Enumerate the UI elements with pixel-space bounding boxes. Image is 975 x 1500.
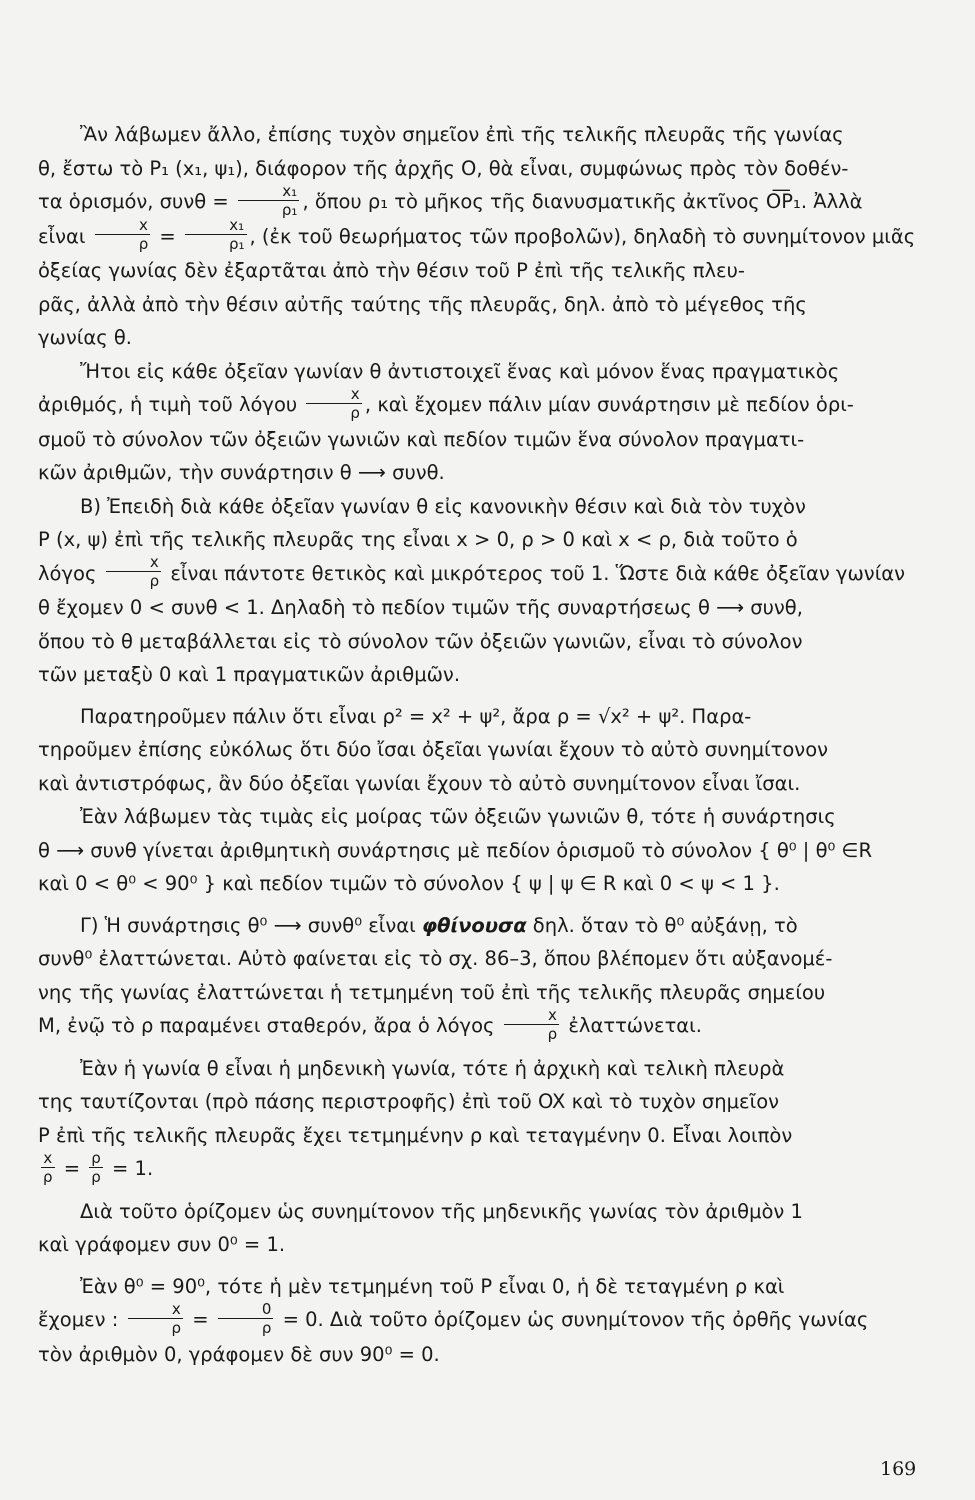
numerator: x₁ <box>238 184 300 201</box>
fraction <box>95 218 151 252</box>
text-line: M, ἐνῷ τὸ ρ παραμένει σταθερόν, ἄρα ὁ λόγος <box>38 1014 495 1037</box>
numerator: x₁ <box>185 218 247 235</box>
text-line: δηλ. ὅταν τὸ θ⁰ αὐξάνῃ, τὸ <box>532 913 798 937</box>
numerator: x <box>41 1151 55 1168</box>
denominator: ρ <box>350 403 360 422</box>
paragraph-2 <box>38 355 922 490</box>
text-line: , ὅπου ρ₁ τὸ μῆκος τῆς διανυσματικῆς ἀκτῖνος O͞P₁. Ἀλλὰ <box>302 190 863 213</box>
numerator: x <box>95 218 151 235</box>
text-line: P (x, ψ) ἐπὶ τῆς τελικῆς πλευρᾶς της εἶναι x > 0, ρ > 0 καὶ x < ρ, διὰ τοῦτο ὁ <box>38 528 798 551</box>
text-line: ἐλαττώνεται. <box>568 1014 702 1037</box>
equation-result: = 1. <box>112 1157 154 1180</box>
text-line: Ἐὰν λάβωμεν τὰς τιμὰς εἰς μοίρας τῶν ὀξειῶν γωνιῶν θ, τότε ἡ συνάρτησις <box>80 805 836 828</box>
text-line: ἀριθμός, ἡ τιμὴ τοῦ λόγου <box>38 393 298 416</box>
fraction <box>128 1299 184 1337</box>
text-line: τηροῦμεν ἐπίσης εὐκόλως ὅτι δύο ἴσαι ὀξεῖαι γωνίαι ἔχουν τὸ αὐτὸ συνημίτονον <box>38 738 829 761</box>
numerator: x <box>504 1008 560 1025</box>
text-line: κῶν ἀριθμῶν, τὴν συνάρτησιν θ ⟶ συνθ. <box>38 461 445 484</box>
text-line: Ἂν λάβωμεν ἄλλο, ἐπίσης τυχὸν σημεῖον ἐπὶ τῆς τελικῆς πλευρᾶς τῆς γωνίας <box>80 123 844 146</box>
text-line: Ἤτοι εἰς κάθε ὀξεῖαν γωνίαν θ ἀντιστοιχεῖ ἕνας καὶ μόνον ἕνας πραγματικὸς <box>80 359 840 383</box>
fraction <box>41 1148 55 1186</box>
text-line: καὶ 0 < θ⁰ < 90⁰ } καὶ πεδίον τιμῶν τὸ σύνολον { ψ | ψ ∈ R καὶ 0 < ψ < 1 }. <box>38 872 780 895</box>
text-line: Διὰ τοῦτο ὁρίζομεν ὡς συνημίτονον τῆς μηδενικῆς γωνίας τὸν ἀριθμὸν 1 <box>80 1199 803 1223</box>
fraction <box>218 1299 274 1337</box>
paragraph-1 <box>38 118 922 355</box>
bold-term: φθίνουσα <box>421 913 527 937</box>
denominator: ρ <box>261 1318 272 1337</box>
equals-sign: = <box>192 1308 209 1331</box>
fraction <box>106 555 162 589</box>
numerator: x <box>106 555 162 572</box>
numerator: x <box>128 1302 184 1319</box>
text-line: , καὶ ἔχομεν πάλιν μίαν συνάρτησιν μὲ πεδίον ὁρι- <box>364 393 854 416</box>
denominator: ρ <box>138 235 149 253</box>
equation-line <box>38 1148 922 1187</box>
text-line: = 0. Διὰ τοῦτο ὁρίζομεν ὡς συνημίτονον τῆς ὀρθῆς γωνίας <box>282 1308 869 1331</box>
page-body <box>38 118 922 1371</box>
fraction <box>306 384 362 422</box>
denominator: ρ <box>149 572 160 590</box>
text-line: Ἐὰν θ⁰ = 90⁰, τότε ἡ μὲν τετμημένη τοῦ P εἶναι 0, ἡ δὲ τεταγμένη ρ καὶ <box>80 1274 785 1298</box>
text-line: συνθ⁰ ἐλαττώνεται. Αὐτὸ φαίνεται εἰς τὸ σχ. 86–3, ὅπου βλέπομεν ὅτι αὐξανομέ- <box>38 947 833 970</box>
paragraph-6 <box>38 909 922 1044</box>
paragraph-9 <box>38 1270 922 1372</box>
text-line: λόγος <box>38 561 97 585</box>
denominator: ρ <box>171 1318 182 1337</box>
paragraph-3 <box>38 490 922 692</box>
denominator: ρ₁ <box>228 235 245 253</box>
text-line: καὶ γράφομεν συν 0⁰ = 1. <box>38 1233 286 1256</box>
text-line: εἶναι πάντοτε θετικὸς καὶ μικρότερος τοῦ 1. Ὥστε διὰ κάθε ὀξεῖαν γωνίαν <box>170 561 906 585</box>
text-line: , (ἐκ τοῦ θεωρήματος τῶν προβολῶν), δηλαδὴ τὸ συνημίτονον μιᾶς <box>249 224 916 248</box>
paragraph-5 <box>38 800 922 901</box>
equals-sign: = <box>63 1157 81 1180</box>
text-line: B) Ἐπειδὴ διὰ κάθε ὀξεῖαν γωνίαν θ εἰς κανονικὴν θέσιν καὶ διὰ τὸν τυχὸν <box>80 494 806 518</box>
text-line: Ἐὰν ἡ γωνία θ εἶναι ἡ μηδενικὴ γωνία, τότε ἡ ἀρχικὴ καὶ τελικὴ πλευρὰ <box>80 1056 785 1080</box>
denominator: ρ <box>43 1167 53 1186</box>
denominator: ρ <box>91 1167 101 1186</box>
text-line: θ, ἔστω τὸ P₁ (x₁, ψ₁), διάφορον τῆς ἀρχῆς O, θὰ εἶναι, συμφώνως πρὸς τὸν δοθέν- <box>38 156 849 180</box>
equals-sign: = <box>159 224 176 248</box>
text-line: Γ) Ἡ συνάρτησις θ⁰ ⟶ συνθ⁰ εἶναι <box>80 913 416 937</box>
text-line: γωνίας θ. <box>38 326 132 349</box>
text-line: τῶν μεταξὺ 0 καὶ 1 πραγματικῶν ἀριθμῶν. <box>38 663 461 686</box>
text-line: σμοῦ τὸ σύνολον τῶν ὀξειῶν γωνιῶν καὶ πεδίον τιμῶν ἕνα σύνολον πραγματι- <box>38 427 805 451</box>
text-line: καὶ ἀντιστρόφως, ἂν δύο ὀξεῖαι γωνίαι ἔχουν τὸ αὐτὸ συνημίτονον εἶναι ἴσαι. <box>38 771 801 795</box>
text-line: θ ἔχομεν 0 < συνθ < 1. Δηλαδὴ τὸ πεδίον τιμῶν τῆς συναρτήσεως θ ⟶ συνθ, <box>38 596 803 619</box>
fraction <box>504 1005 560 1043</box>
text-line: τὸν ἀριθμὸν 0, γράφομεν δὲ συν 90⁰ = 0. <box>38 1342 440 1366</box>
text-line: Παρατηροῦμεν πάλιν ὅτι εἶναι ρ² = x² + ψ², ἄρα ρ = √x² + ψ². Παρα- <box>80 704 752 728</box>
text-line: ὅπου τὸ θ μεταβάλλεται εἰς τὸ σύνολον τῶν ὀξειῶν γωνιῶν, εἶναι τὸ σύνολον <box>38 629 803 653</box>
paragraph-7 <box>38 1052 922 1153</box>
numerator: 0 <box>218 1302 274 1319</box>
text-line: ὀξείας γωνίας δὲν ἐξαρτᾶται ἀπὸ τὴν θέσιν τοῦ P ἐπὶ τῆς τελικῆς πλευ- <box>38 259 745 282</box>
text-line: νης τῆς γωνίας ἐλαττώνεται ἡ τετμημένη τοῦ ἐπὶ τῆς τελικῆς πλευρᾶς σημείου <box>38 980 826 1004</box>
text-line: θ ⟶ συνθ γίνεται ἀριθμητικὴ συνάρτησις μὲ πεδίον ὁρισμοῦ τὸ σύνολον { θ⁰ | θ⁰ ∈R <box>38 838 873 862</box>
text-line: τα ὁρισμόν, συνθ = <box>38 190 229 213</box>
page-number: 169 <box>880 1458 917 1480</box>
fraction <box>185 218 247 252</box>
numerator: ρ <box>91 1148 101 1167</box>
denominator: ρ₁ <box>281 200 298 219</box>
text-line: της ταυτίζονται (πρὸ πάσης περιστροφῆς) ἐπὶ τοῦ OX καὶ τὸ τυχὸν σημεῖον <box>38 1090 780 1113</box>
numerator: x <box>306 387 362 404</box>
paragraph-4 <box>38 700 922 801</box>
fraction <box>238 181 300 219</box>
text-line: εἶναι <box>38 224 86 248</box>
denominator: ρ <box>547 1024 558 1043</box>
paragraph-8 <box>38 1195 922 1262</box>
text-line: ἔχομεν : <box>38 1308 119 1331</box>
text-line: P ἐπὶ τῆς τελικῆς πλευρᾶς ἔχει τετμημένην ρ καὶ τεταγμένην 0. Εἶναι λοιπὸν <box>38 1123 793 1147</box>
fraction <box>89 1148 103 1186</box>
text-line: ρᾶς, ἀλλὰ ἀπὸ τὴν θέσιν αὐτῆς ταύτης τῆς πλευρᾶς, δηλ. ἀπὸ τὸ μέγεθος τῆς <box>38 292 807 316</box>
